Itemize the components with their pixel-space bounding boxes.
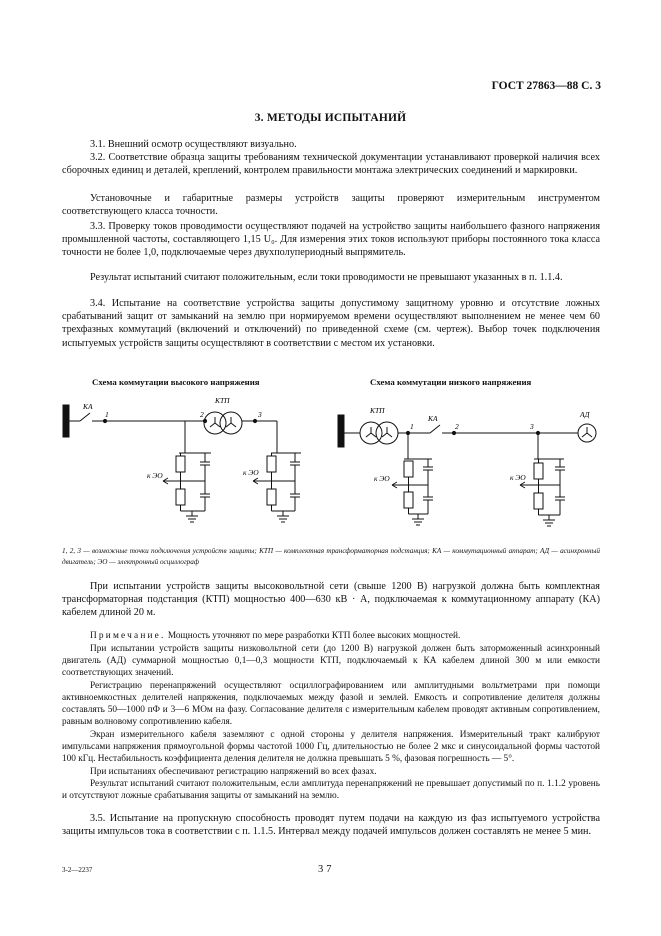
label-point-3: 3 — [258, 410, 262, 419]
caption-high-voltage: Схема коммутации высокого напряжения — [92, 377, 260, 387]
paragraph-3-3: 3.3. Проверку токов проводимости осуществляют подачей на устройство защиты наибольшего фазного напряжения промышленной частоты, составляющего 1,15 U₀. Для измерения этих токов используют приборы постоянного тока класса точности не более 1,0, подключаемые через двухполупериодный выпрямитель. — [62, 221, 600, 259]
footer-code: 3-2—2237 — [62, 866, 93, 874]
paragraph-3-1: 3.1. Внешний осмотр осуществляют визуально. — [90, 139, 297, 150]
small-paragraph-registration: Регистрацию перенапряжений осуществляют осциллографированием или амплитудными вольтметрами при помощи активноемкостных делителей напряжения, подключаемых между фазой и землей. Емкость и сопротивление делителя должны составлять 50—1000 пФ и 3—6 МОм на фазу. Согласование делителя с измерительным кабелем проводят активным сопротивлением, равным волновому сопротивлению кабеля. — [62, 681, 600, 727]
diagram-legend: 1, 2, 3 — возможные точки подключения устройств защиты; КТП — комплектная трансформаторная подстанция; КА — коммутационный аппарат; АД — асинхронный двигатель; ЭО — электронный осциллограф — [62, 547, 600, 566]
label-keo-right: к ЭО — [510, 473, 526, 482]
paragraph-3-2: 3.2. Соответствие образца защиты требованиям технической документации устанавливают проверкой наличия всех сборочных единиц и деталей, креплений, контролем правильности монтажа электрических соединений и маркировки. — [62, 152, 600, 177]
note-text: Мощность уточняют по мере разработки КТП более высоких мощностей. — [167, 631, 461, 641]
paragraph-3-4: 3.4. Испытание на соответствие устройства защиты допустимому защитному уровню и отсутствие ложных срабатываний защит от замыканий на землю при нормируемом времени осуществляют выполнением не менее чем 60 трехфазных коммутаций (включений и отключений) по приведенной схеме (см. чертеж). Выбор точек подключения испытуемых устройств защиты осуществляют в соответствии с местом их установки. — [62, 298, 600, 349]
label-keo-right: к ЭО — [243, 468, 259, 477]
note — [62, 630, 600, 642]
label-point-2: 2 — [200, 410, 204, 419]
label-ka: КА — [428, 414, 438, 423]
busbar — [338, 415, 344, 447]
paragraph-dimensions: Установочные и габаритные размеры устройств защиты проверяют измерительным инструментом соответствующего класса точности. — [62, 193, 600, 218]
label-ktp: КТП — [215, 396, 230, 405]
label-ad: АД — [580, 410, 590, 419]
document-header: ГОСТ 27863—88 С. 3 — [491, 80, 601, 92]
note-label: Примечание. — [90, 631, 166, 641]
label-point-2: 2 — [455, 422, 459, 431]
paragraph-3-5: 3.5. Испытание на пропускную способность проводят путем подачи на каждую из фаз испытуемого устройства защиты импульсов тока в соответствии с п. 1.1.5. Интервал между подачей импульсов должен составлять не менее 5 мин. — [62, 813, 600, 838]
switch-ka — [80, 413, 90, 421]
busbar — [63, 405, 69, 437]
paragraph-high-voltage-load: При испытании устройств защиты высоковольтной сети (свыше 1200 В) нагрузкой должна быть комплектная трансформаторная подстанция (КТП) мощностью 400—630 кВ · А, подключаемая к коммутационному аппарату (КА) кабелем длиной 20 м. — [62, 581, 600, 619]
label-keo-left: к ЭО — [374, 474, 390, 483]
switch-ka — [430, 425, 440, 433]
section-title: 3. МЕТОДЫ ИСПЫТАНИЙ — [254, 112, 407, 124]
label-keo-left: к ЭО — [147, 471, 163, 480]
page-number: 37 — [318, 864, 335, 875]
low-voltage-diagram — [330, 393, 615, 533]
caption-low-voltage: Схема коммутации низкого напряжения — [370, 377, 532, 387]
label-ka: КА — [83, 402, 93, 411]
small-paragraph-low-voltage: При испытании устройств защиты низковольтной сети (до 1200 В) нагрузкой должен быть заторможенный асинхронный двигатель (АД) суммарной мощностью 0,1—0,3 мощности КТП, подключаемый к КА кабелем длиной 300 м или емкости соответствующих значений. — [62, 644, 600, 678]
small-paragraph-result: Результат испытаний считают положительным, если амплитуда перенапряжений не превышает допустимый по п. 1.1.2 уровень и отсутствуют ложные срабатывания защиты от замыканий на землю. — [62, 779, 600, 801]
paragraph-result-conductivity: Результат испытаний считают положительным, если токи проводимости не превышают указанных в п. 1.1.4. — [90, 272, 563, 283]
small-paragraph-calibration: Экран измерительного кабеля заземляют с одной стороны у делителя напряжения. Измерительный тракт калибруют импульсами напряжения прямоугольной формы частотой 1000 Гц, длительностью не более 2 мкс и синусоидальной формы частотой 100 кГц. Нестабильность коэффициента деления делителя не должна превышать 5 %, фазовая погрешность — 5°. — [62, 730, 600, 764]
label-point-3: 3 — [530, 422, 534, 431]
high-voltage-diagram — [55, 393, 320, 533]
label-point-1: 1 — [105, 410, 109, 419]
label-ktp: КТП — [370, 406, 385, 415]
small-paragraph-all-phases: При испытаниях обеспечивают регистрацию напряжений во всех фазах. — [90, 767, 377, 777]
label-point-1: 1 — [410, 422, 414, 431]
